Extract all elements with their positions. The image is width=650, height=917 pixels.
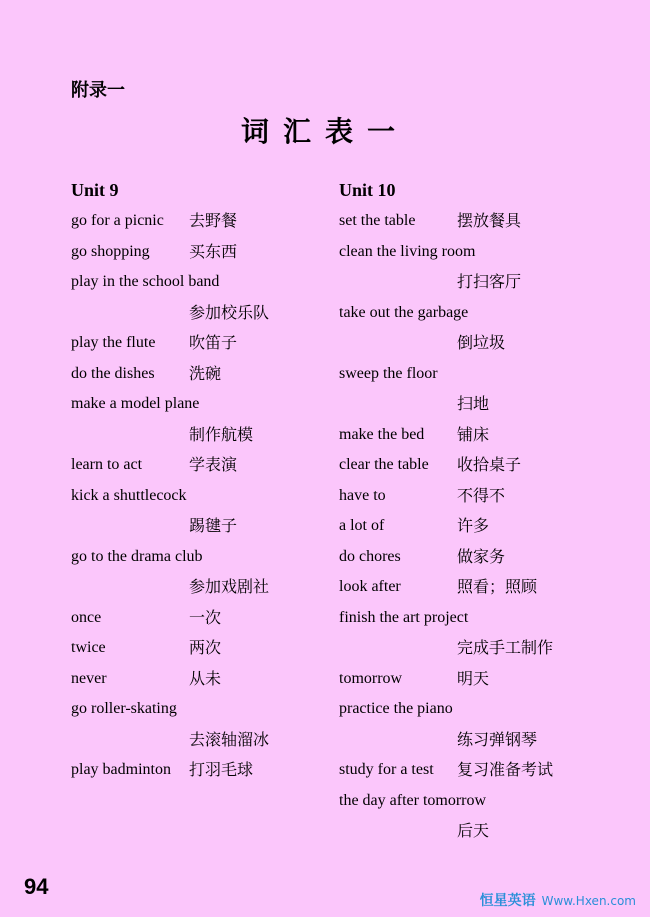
vocab-chinese: 明天	[457, 668, 490, 688]
vocab-row	[339, 572, 609, 603]
vocab-english: play badminton	[71, 761, 171, 778]
vocab-row	[339, 816, 609, 847]
vocab-row	[71, 328, 321, 359]
vocab-chinese: 铺床	[457, 424, 490, 444]
appendix-label: 附录一	[71, 80, 125, 101]
vocab-english: make a model plane	[71, 395, 200, 412]
vocab-row	[339, 664, 609, 695]
vocab-chinese: 踢毽子	[189, 516, 238, 535]
vocab-english: never	[71, 669, 107, 687]
vocab-chinese: 许多	[457, 516, 490, 535]
vocab-chinese: 打扫客厅	[457, 272, 522, 291]
vocab-chinese: 学表演	[189, 455, 238, 474]
vocab-english: twice	[71, 639, 106, 656]
vocab-chinese: 后天	[457, 821, 490, 840]
vocab-row	[71, 664, 321, 695]
vocab-row	[71, 267, 321, 298]
vocab-chinese: 完成手工制作	[457, 638, 554, 657]
vocab-english: practice the piano	[339, 700, 453, 717]
vocab-row	[339, 603, 609, 634]
vocab-row	[339, 237, 609, 268]
vocab-english: do the dishes	[71, 364, 155, 382]
vocab-row	[71, 572, 321, 603]
vocab-english: tomorrow	[339, 669, 403, 687]
vocab-english: the day after tomorrow	[339, 791, 487, 809]
vocab-row	[339, 542, 609, 573]
unit-9-column	[71, 174, 321, 786]
vocab-english: take out the garbage	[339, 303, 469, 321]
vocab-english: clear the table	[339, 456, 429, 473]
vocab-chinese: 摆放餐具	[457, 211, 522, 230]
watermark-brand: 恒星英语	[479, 893, 536, 909]
vocab-chinese: 练习弹钢琴	[457, 729, 538, 749]
vocab-row	[71, 755, 321, 786]
vocab-english: do chores	[339, 547, 401, 565]
vocab-english: once	[71, 608, 102, 626]
vocab-row	[71, 633, 321, 664]
vocab-chinese: 扫地	[457, 394, 490, 413]
vocab-english: play in the school band	[71, 273, 220, 290]
vocab-row	[71, 298, 321, 329]
vocab-english: make the bed	[339, 425, 425, 443]
vocab-row	[71, 603, 321, 634]
vocab-row	[339, 481, 609, 512]
vocab-english: go for a picnic	[71, 212, 164, 229]
vocab-row	[71, 359, 321, 390]
vocab-english: have to	[339, 486, 386, 504]
vocab-chinese: 一次	[189, 607, 222, 627]
vocab-english: look after	[339, 578, 401, 595]
vocab-chinese: 制作航模	[189, 424, 254, 444]
vocab-chinese: 去滚轴溜冰	[189, 729, 270, 749]
vocab-row	[339, 420, 609, 451]
vocab-chinese: 两次	[189, 638, 222, 657]
vocab-chinese: 做家务	[457, 546, 506, 566]
vocab-english: learn to act	[71, 456, 143, 473]
vocab-row	[339, 359, 609, 390]
vocab-chinese: 照看；照顾	[457, 577, 538, 596]
vocab-english: go to the drama club	[71, 547, 203, 565]
vocab-row	[339, 755, 609, 786]
vocab-row	[339, 389, 609, 420]
vocab-english: play the flute	[71, 334, 156, 351]
vocab-row	[71, 206, 321, 237]
unit-10-column	[339, 174, 609, 847]
vocab-english: clean the living room	[339, 242, 476, 260]
vocab-english: study for a test	[339, 761, 434, 778]
vocab-chinese: 参加校乐队	[189, 302, 270, 322]
vocab-row	[339, 786, 609, 817]
vocab-chinese: 洗碗	[189, 363, 222, 383]
vocab-chinese: 从未	[189, 668, 222, 688]
vocab-chinese: 去野餐	[189, 211, 238, 230]
vocab-row	[71, 694, 321, 725]
unit-9-heading: Unit 9	[71, 180, 119, 200]
vocab-row	[339, 206, 609, 237]
vocab-row	[339, 298, 609, 329]
vocab-row	[339, 694, 609, 725]
vocab-english: a lot of	[339, 517, 385, 534]
vocab-english: sweep the floor	[339, 364, 438, 382]
vocab-row	[71, 542, 321, 573]
vocab-english: go roller-skating	[71, 700, 177, 717]
vocab-row	[71, 481, 321, 512]
unit-10-heading: Unit 10	[339, 180, 396, 200]
vocab-row	[71, 237, 321, 268]
vocab-row	[339, 267, 609, 298]
vocab-row	[71, 420, 321, 451]
watermark-url: Www.Hxen.com	[541, 894, 636, 908]
vocab-chinese: 吹笛子	[189, 333, 238, 352]
vocab-chinese: 参加戏剧社	[189, 577, 270, 596]
vocab-row	[339, 450, 609, 481]
vocab-row	[339, 511, 609, 542]
vocab-english: finish the art project	[339, 608, 469, 626]
page-title: 词汇表一	[240, 115, 409, 148]
vocab-row	[339, 725, 609, 756]
vocab-row	[339, 633, 609, 664]
vocab-row	[71, 511, 321, 542]
vocab-chinese: 买东西	[189, 241, 238, 261]
vocab-chinese: 不得不	[457, 485, 506, 505]
page-number: 94	[24, 874, 49, 899]
watermark	[480, 890, 636, 910]
vocab-english: go shopping	[71, 242, 150, 260]
vocab-chinese: 打羽毛球	[189, 760, 254, 779]
vocab-english: kick a shuttlecock	[71, 486, 187, 504]
vocab-row	[339, 328, 609, 359]
vocab-row	[71, 450, 321, 481]
vocab-english: set the table	[339, 212, 416, 229]
vocab-row	[71, 389, 321, 420]
vocab-row	[71, 725, 321, 756]
vocab-chinese: 收拾桌子	[457, 455, 522, 474]
vocab-chinese: 倒垃圾	[457, 333, 506, 352]
vocab-chinese: 复习准备考试	[457, 760, 554, 779]
